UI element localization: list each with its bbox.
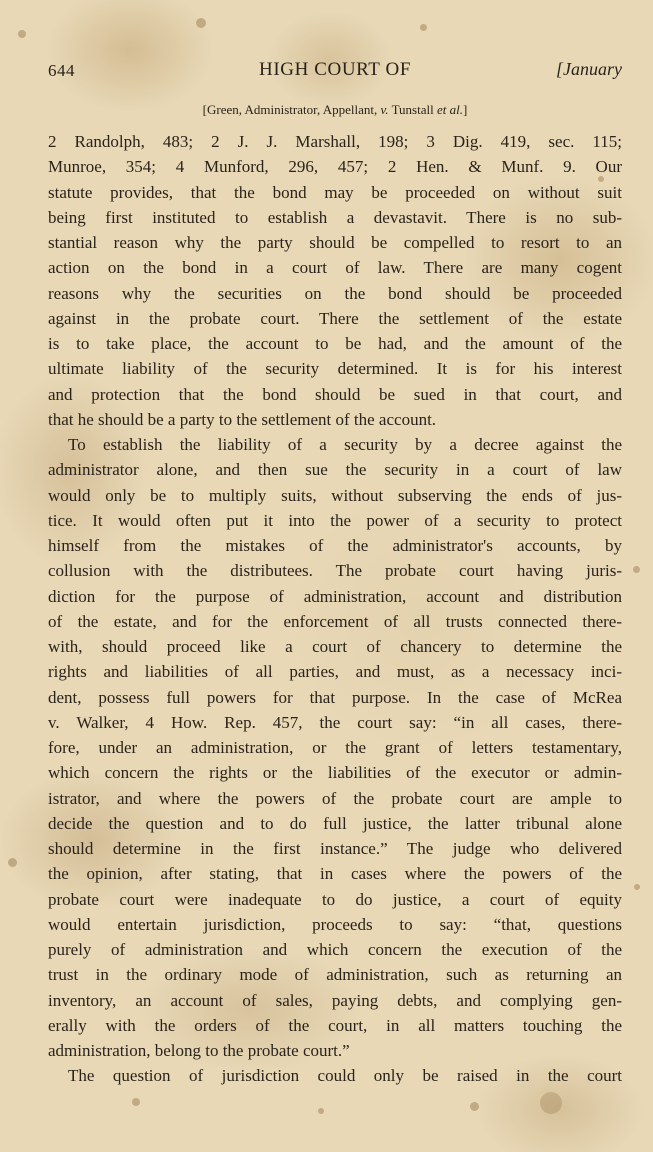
- foxing-spot: [470, 1102, 479, 1111]
- foxing-spot: [633, 566, 640, 573]
- text-line: being first instituted to establish a devastavit. There is no sub-: [48, 207, 622, 227]
- text-line: probate court were inadequate to do justice, a court of equity: [48, 889, 622, 909]
- case-caption: [48, 102, 622, 118]
- text-line: administrator alone, and then sue the security in a court of law: [48, 460, 622, 480]
- text-line: that he should be a party to the settlement of the account.: [48, 409, 437, 429]
- text-line: of the estate, and for the enforcement of all trusts connected there-: [48, 611, 622, 631]
- caption-close: ]: [462, 102, 468, 117]
- text-line: decide the question and to do full justice, the latter tribunal alone: [48, 813, 622, 833]
- caption-et-al: et al.: [436, 102, 463, 117]
- text-line: would only be to multiply suits, without subserving the ends of jus-: [48, 485, 622, 505]
- caption-versus: v.: [380, 102, 389, 117]
- text-line: 2 Randolph, 483; 2 J. J. Marshall, 198; 3 Dig. 419, sec. 115;: [48, 132, 622, 151]
- text-line: and protection that the bond should be sued in that court, and: [48, 384, 622, 404]
- text-line: statute provides, that the bond may be proceeded on without suit: [48, 182, 622, 202]
- text-line: himself from the mistakes of the administrator's accounts, by: [48, 536, 622, 555]
- text-line: is to take place, the account to be had, and the amount of the: [48, 334, 622, 353]
- text-line: erally with the orders of the court, in all matters touching the: [48, 1015, 622, 1035]
- text-line: rights and liabilities of all parties, and must, as a necessacy inci-: [48, 662, 622, 682]
- caption-middle: Tunstall: [388, 102, 437, 117]
- text-line: against in the probate court. There the settlement of the estate: [48, 308, 622, 328]
- text-line: should determine in the first instance.” The judge who delivered: [48, 839, 622, 858]
- text-line: which concern the rights or the liabilities of the executor or admin-: [48, 763, 622, 783]
- text-line: action on the bond in a court of law. There are many cogent: [48, 258, 622, 278]
- caption-open: [Green, Administrator, Appellant,: [202, 102, 381, 117]
- text-line: diction for the purpose of administration, account and distribution: [48, 586, 622, 606]
- text-line: collusion with the distributees. The probate court having juris-: [48, 561, 622, 581]
- text-line: stantial reason why the party should be compelled to resort to an: [48, 233, 622, 252]
- text-line: istrator, and where the powers of the probate court are ample to: [48, 788, 622, 808]
- text-line: trust in the ordinary mode of administration, such as returning an: [48, 965, 622, 985]
- foxing-spot: [196, 18, 206, 28]
- running-month: [January: [556, 59, 622, 79]
- running-title: HIGH COURT OF: [259, 59, 411, 80]
- text-line: ultimate liability of the security determined. It is for his interest: [48, 359, 622, 379]
- text-line: would entertain jurisdiction, proceeds to say: “that, questions: [48, 914, 622, 934]
- text-line: tice. It would often put it into the power of a security to protect: [48, 510, 622, 530]
- text-line: To establish the liability of a security by a decree against the: [68, 435, 622, 454]
- text-line: fore, under an administration, or the grant of letters testamentary,: [48, 738, 622, 757]
- text-line: purely of administration and which concern the execution of the: [48, 940, 622, 959]
- foxing-spot: [132, 1098, 140, 1106]
- text-line: Munroe, 354; 4 Munford, 296, 457; 2 Hen. & Munf. 9. Our: [48, 157, 622, 177]
- text-line: the opinion, after stating, that in cases where the powers of the: [48, 864, 622, 884]
- page-header: [48, 57, 622, 85]
- text-line: administration, belong to the probate court.”: [48, 1041, 350, 1060]
- foxing-spot: [420, 24, 427, 31]
- text-line: dent, possess full powers for that purpose. In the case of McRea: [48, 687, 622, 707]
- text-line: v. Walker, 4 How. Rep. 457, the court say: “in all cases, there-: [48, 712, 622, 732]
- foxing-spot: [18, 30, 26, 38]
- text-line: The question of jurisdiction could only be raised in the court: [68, 1066, 622, 1086]
- foxing-spot: [8, 858, 17, 867]
- foxing-spot: [318, 1108, 324, 1114]
- foxing-spot: [634, 884, 640, 890]
- text-line: reasons why the securities on the bond should be proceeded: [48, 283, 622, 303]
- text-line: inventory, an account of sales, paying debts, and complying gen-: [48, 990, 622, 1010]
- text-line: with, should proceed like a court of chancery to determine the: [48, 637, 622, 656]
- foxing-spot: [540, 1092, 562, 1114]
- body-text: [48, 129, 622, 1089]
- page-number: 644: [48, 61, 75, 80]
